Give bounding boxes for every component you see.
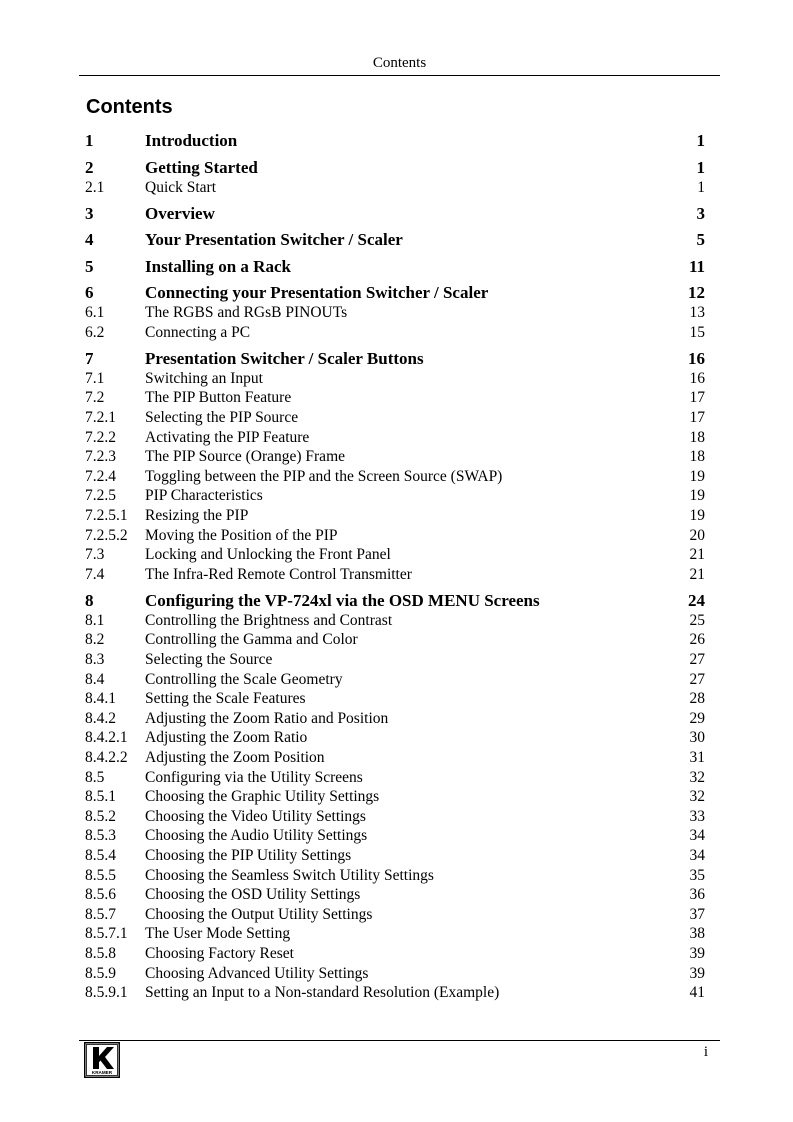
toc-entry-number: 8.4 xyxy=(85,670,105,688)
toc-entry[interactable] xyxy=(85,256,705,277)
toc-entry-number: 8.5 xyxy=(85,768,105,786)
toc-entry-page: 15 xyxy=(689,323,705,341)
toc-entry-number: 6.2 xyxy=(85,323,105,341)
toc-entry-title: Installing on a Rack xyxy=(145,256,291,276)
toc-entry-page: 12 xyxy=(688,283,705,303)
toc-entry-title: Controlling the Gamma and Color xyxy=(145,631,358,649)
toc-entry[interactable] xyxy=(85,787,705,807)
toc-entry[interactable] xyxy=(85,964,705,984)
toc-entry-title: Activating the PIP Feature xyxy=(145,428,310,446)
toc-entry-number: 8.5.9.1 xyxy=(85,984,128,1002)
toc-entry-title: Quick Start xyxy=(145,178,217,196)
toc-entry-page: 13 xyxy=(689,304,705,322)
toc-entry-title: Choosing Factory Reset xyxy=(145,944,294,962)
toc-entry-page: 29 xyxy=(689,709,705,727)
toc-entry-number: 8.5.6 xyxy=(85,886,116,904)
toc-entry-title: Adjusting the Zoom Ratio and Position xyxy=(145,709,389,727)
toc-entry-title: Controlling the Scale Geometry xyxy=(145,670,343,688)
header-rule xyxy=(79,75,720,76)
toc-entry-number: 8.4.1 xyxy=(85,690,116,708)
toc-entry-page: 31 xyxy=(689,748,705,766)
toc-entry-title: Connecting your Presentation Switcher / Scaler xyxy=(145,283,489,303)
toc-entry-title: Toggling between the PIP and the Screen Source (SWAP) xyxy=(145,467,503,485)
toc-entry-title: Your Presentation Switcher / Scaler xyxy=(145,230,403,250)
toc-entry-page: 18 xyxy=(689,428,705,446)
toc-entry-title: Presentation Switcher / Scaler Buttons xyxy=(145,348,424,368)
toc-entry[interactable] xyxy=(85,229,705,250)
toc-entry-page: 34 xyxy=(689,827,705,845)
toc-entry-number: 8.1 xyxy=(85,611,105,629)
toc-entry-number: 7.2.5 xyxy=(85,487,116,505)
toc-entry-title: Choosing the Video Utility Settings xyxy=(145,807,366,825)
toc-entry-title: The Infra-Red Remote Control Transmitter xyxy=(145,565,412,583)
toc-entry-page: 36 xyxy=(689,886,705,904)
toc-entry-number: 8.5.7 xyxy=(85,905,116,923)
toc-entry-page: 37 xyxy=(689,905,705,923)
toc-entry-number: 8.5.4 xyxy=(85,846,116,864)
toc-entry[interactable] xyxy=(85,565,705,585)
toc-entry-number: 7.2.4 xyxy=(85,467,116,485)
toc-entry[interactable] xyxy=(85,807,705,827)
running-header: Contents xyxy=(372,55,427,71)
toc-entry-number: 4 xyxy=(85,230,94,250)
toc-entry[interactable] xyxy=(85,983,705,1003)
toc-entry-title: The RGBS and RGsB PINOUTs xyxy=(145,304,348,322)
toc-entry[interactable] xyxy=(85,486,705,506)
toc-entry[interactable] xyxy=(85,323,705,343)
toc-entry-page: 19 xyxy=(689,487,705,505)
toc-entry-page: 25 xyxy=(689,611,705,629)
toc-entry-page: 34 xyxy=(689,846,705,864)
toc-entry-title: Locking and Unlocking the Front Panel xyxy=(145,546,391,564)
toc-entry-page: 41 xyxy=(689,984,705,1002)
toc-entry-page: 16 xyxy=(688,348,705,368)
toc-entry-title: Selecting the PIP Source xyxy=(145,408,299,426)
toc-entry-number: 7.2.1 xyxy=(85,408,116,426)
toc-entry-number: 7.1 xyxy=(85,369,105,387)
toc-entry[interactable] xyxy=(85,467,705,487)
toc-entry-title: Getting Started xyxy=(145,157,258,177)
toc-entry-title: Choosing Advanced Utility Settings xyxy=(145,964,369,982)
toc-entry-number: 7.2 xyxy=(85,389,105,407)
toc-entry-number: 7 xyxy=(85,348,94,368)
toc-entry-title: Setting the Scale Features xyxy=(145,690,306,708)
toc-entry-page: 39 xyxy=(689,944,705,962)
toc-entry[interactable] xyxy=(85,447,705,467)
toc-entry-number: 8.5.3 xyxy=(85,827,116,845)
toc-entry-title: Choosing the Graphic Utility Settings xyxy=(145,788,380,806)
toc-entry-title: Selecting the Source xyxy=(145,651,273,668)
toc-entry-page: 19 xyxy=(689,506,705,524)
toc-entry-title: Controlling the Brightness and Contrast xyxy=(145,611,393,629)
toc-entry-title: Moving the Position of the PIP xyxy=(145,526,338,544)
toc-entry-title: Configuring via the Utility Screens xyxy=(145,768,363,786)
toc-entry-page: 1 xyxy=(696,131,705,150)
toc-entry-title: Choosing the Seamless Switch Utility Settings xyxy=(145,866,434,884)
toc-entry-title: The PIP Source (Orange) Frame xyxy=(145,448,346,466)
toc-entry-page: 21 xyxy=(689,565,705,583)
toc-entry-number: 7.2.5.1 xyxy=(85,506,128,524)
toc-entry[interactable] xyxy=(85,846,705,866)
toc-entry-number: 3 xyxy=(85,203,94,223)
toc-entry[interactable] xyxy=(85,178,705,198)
page-number: i xyxy=(703,1044,708,1060)
toc-entry-title: Adjusting the Zoom Position xyxy=(145,748,325,766)
toc-entry[interactable] xyxy=(85,203,705,224)
toc-entry[interactable] xyxy=(85,157,705,178)
toc-entry[interactable] xyxy=(85,670,705,690)
toc-entry-number: 6 xyxy=(85,283,94,303)
toc-entry-title: Overview xyxy=(145,203,215,223)
toc-entry[interactable] xyxy=(85,590,705,611)
toc-entry-title: The User Mode Setting xyxy=(145,925,291,943)
toc-entry-title: Resizing the PIP xyxy=(145,506,249,524)
toc-entry-number: 8.2 xyxy=(85,631,105,649)
toc-entry-page: 24 xyxy=(688,590,705,610)
toc-entry-number: 7.4 xyxy=(85,565,105,583)
toc-entry-page: 16 xyxy=(689,369,705,387)
toc-entry-number: 8.4.2.1 xyxy=(85,729,128,747)
page-title: Contents xyxy=(86,96,173,118)
toc-entry[interactable] xyxy=(85,526,705,546)
toc-entry-title: Choosing the PIP Utility Settings xyxy=(145,846,352,864)
toc-entry-number: 8.5.5 xyxy=(85,866,116,884)
toc-entry[interactable] xyxy=(85,369,705,389)
toc-entry-number: 7.3 xyxy=(85,546,105,564)
toc-entry[interactable] xyxy=(85,689,705,709)
toc-entry-number: 8.4.2 xyxy=(85,709,116,727)
toc-entry[interactable] xyxy=(85,728,705,748)
toc-entry-title: PIP Characteristics xyxy=(145,487,263,505)
toc-entry-title: The PIP Button Feature xyxy=(145,389,292,407)
toc-entry-page: 39 xyxy=(689,964,705,982)
toc-entry-number: 8.5.2 xyxy=(85,807,116,825)
toc-entry-page: 27 xyxy=(689,670,705,688)
toc-entry-title: Connecting a PC xyxy=(145,323,251,341)
toc-entry-number: 8.5.8 xyxy=(85,944,116,962)
toc-entry-page: 26 xyxy=(689,631,705,649)
toc-entry-page: 30 xyxy=(689,729,705,747)
toc-entry[interactable] xyxy=(85,388,705,408)
toc-entry[interactable] xyxy=(85,905,705,925)
toc-entry[interactable] xyxy=(85,866,705,886)
toc-entry[interactable] xyxy=(85,944,705,964)
toc-entry[interactable] xyxy=(85,768,705,788)
toc-entry-number: 8 xyxy=(85,590,94,610)
toc-entry-page: 38 xyxy=(689,925,705,943)
toc-entry-number: 7.2.3 xyxy=(85,448,116,466)
toc-entry[interactable] xyxy=(85,924,705,944)
toc-entry[interactable] xyxy=(85,428,705,448)
toc-entry-page: 17 xyxy=(689,389,705,407)
toc-entry[interactable] xyxy=(85,650,705,670)
footer-rule xyxy=(79,1040,720,1041)
toc-entry-title: Configuring the VP-724xl via the OSD MENU Screens xyxy=(145,590,540,610)
toc-entry-number: 8.4.2.2 xyxy=(85,748,128,766)
toc-entry-number: 8.5.1 xyxy=(85,788,116,806)
toc-entry-number: 1 xyxy=(85,131,94,150)
toc-entry-title: Adjusting the Zoom Ratio xyxy=(145,729,308,747)
toc-entry-title: Introduction xyxy=(145,131,238,150)
toc-entry-page: 18 xyxy=(689,448,705,466)
toc-entry-title: Choosing the OSD Utility Settings xyxy=(145,886,361,904)
toc-entry-title: Choosing the Audio Utility Settings xyxy=(145,827,368,845)
toc-entry-page: 33 xyxy=(689,807,705,825)
toc-entry[interactable] xyxy=(85,282,705,303)
toc-entry-number: 8.3 xyxy=(85,651,105,668)
toc-entry-title: Choosing the Output Utility Settings xyxy=(145,905,373,923)
toc-entry[interactable] xyxy=(85,709,705,729)
toc-entry[interactable] xyxy=(85,348,705,369)
toc-entry-number: 7.2.2 xyxy=(85,428,116,446)
toc-entry-page: 11 xyxy=(688,256,705,276)
toc-entry-page: 32 xyxy=(689,768,705,786)
toc-entry-title: Setting an Input to a Non-standard Resolution (Example) xyxy=(145,984,500,1002)
toc-entry[interactable] xyxy=(85,826,705,846)
toc-entry-page: 20 xyxy=(689,526,705,544)
toc-entry[interactable] xyxy=(85,611,705,631)
toc-entry-page: 1 xyxy=(697,178,705,196)
toc-entry-page: 5 xyxy=(696,230,705,250)
toc-entry-page: 1 xyxy=(696,157,705,177)
toc-entry-number: 5 xyxy=(85,256,94,276)
toc-entry-number: 7.2.5.2 xyxy=(85,526,128,544)
logo-text: KRAMER xyxy=(91,1070,113,1076)
toc-entry-page: 27 xyxy=(689,651,705,668)
toc-entry-number: 2.1 xyxy=(85,178,105,196)
toc-list xyxy=(85,130,705,1003)
toc-entry-number: 2 xyxy=(85,157,94,177)
kramer-logo xyxy=(84,1042,120,1078)
toc-entry[interactable] xyxy=(85,130,705,151)
toc-entry-page: 28 xyxy=(689,690,705,708)
toc-entry-number: 8.5.9 xyxy=(85,964,116,982)
toc-entry[interactable] xyxy=(85,506,705,526)
toc-entry[interactable] xyxy=(85,408,705,428)
toc-entry[interactable] xyxy=(85,885,705,905)
toc-entry-title: Switching an Input xyxy=(145,369,263,387)
toc-entry[interactable] xyxy=(85,303,705,323)
toc-entry-page: 19 xyxy=(689,467,705,485)
toc-entry-page: 3 xyxy=(696,203,705,223)
toc-entry-page: 32 xyxy=(689,788,705,806)
toc-entry-number: 8.5.7.1 xyxy=(85,925,128,943)
toc-entry[interactable] xyxy=(85,630,705,650)
toc-entry-number: 6.1 xyxy=(85,304,105,322)
toc-entry-page: 17 xyxy=(689,408,705,426)
toc-entry-page: 21 xyxy=(689,546,705,564)
toc-entry[interactable] xyxy=(85,748,705,768)
toc-entry-page: 35 xyxy=(689,866,705,884)
toc-entry[interactable] xyxy=(85,545,705,565)
